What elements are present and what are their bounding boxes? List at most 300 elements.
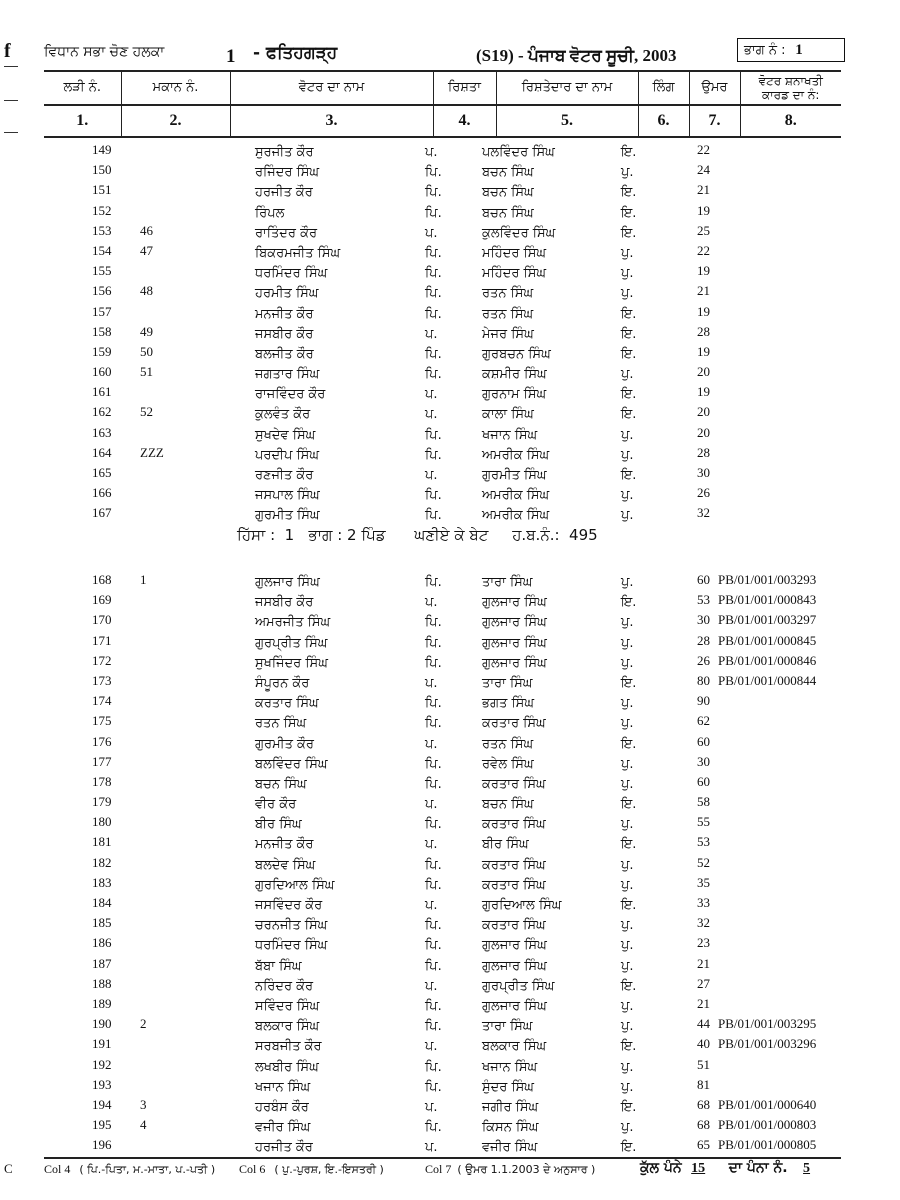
serial-number: 170 (92, 612, 112, 628)
voter-list-part-2 (0, 572, 900, 1160)
voter-row (0, 955, 900, 979)
gender: ਇ. (621, 387, 637, 403)
footer-col6-text: ( ਪੁ.-ਪੁਰਸ਼, ਇ.-ਇਸਤਰੀ ) (274, 1163, 384, 1176)
age: 22 (697, 242, 710, 258)
voter-id-card: PB/01/001/000844 (718, 672, 817, 688)
relation-type: ਪਿ. (425, 696, 442, 712)
house-number: 47 (140, 242, 153, 258)
relative-name: ਬੀਰ ਸਿੰਘ (482, 837, 529, 853)
col-header-relative-name: ਰਿਸ਼ਤੇਦਾਰ ਦਾ ਨਾਮ (496, 71, 638, 105)
gender: ਪੁ. (621, 958, 634, 974)
relative-name: ਮਹਿੰਦਰ ਸਿੰਘ (482, 245, 547, 261)
footer-col4-label: Col 4 (44, 1162, 71, 1176)
age: 24 (697, 162, 710, 178)
serial-number: 189 (92, 995, 112, 1011)
relation-type: ਪਿ. (425, 877, 442, 893)
voter-name: ਰਜਿੰਦਰ ਸਿੰਘ (255, 165, 320, 181)
voter-name: ਸੁਖਜਿੰਦਰ ਸਿੰਘ (255, 655, 328, 671)
col-header-gender: ਲਿੰਗ (638, 71, 689, 105)
voter-name: ਹਰਮੀਤ ਸਿੰਘ (255, 286, 319, 302)
gender: ਇ. (621, 595, 637, 611)
gender: ਪੁ. (621, 286, 634, 302)
serial-number: 165 (92, 465, 112, 480)
voter-row (0, 202, 900, 226)
voter-row (0, 343, 900, 367)
age: 28 (697, 323, 710, 339)
relation-type: ਪ. (425, 387, 438, 403)
serial-number: 155 (92, 263, 112, 279)
gender: ਪੁ. (621, 696, 634, 712)
gender: ਇ. (621, 837, 637, 853)
col-header-age: ਉਮਰ (689, 71, 740, 105)
age: 68 (697, 1117, 710, 1133)
house-number: 3 (140, 1096, 147, 1112)
gender: ਪੁ. (621, 508, 634, 524)
footer-col7-legend (425, 1162, 595, 1177)
gender: ਪੁ. (621, 716, 634, 732)
relative-name: ਗੁਰਪ੍ਰੀਤ ਸਿੰਘ (482, 978, 555, 994)
voter-row (0, 242, 900, 266)
relation-type: ਪ. (425, 898, 438, 913)
total-pages-label: ਕੁੱਲ ਪੰਨੇ (640, 1160, 682, 1176)
voter-row (0, 794, 900, 817)
voter-row (0, 444, 900, 468)
relation-type: ਪ. (425, 837, 438, 853)
relative-name: ਕਰਤਾਰ ਸਿੰਘ (482, 877, 546, 893)
relation-type: ਪ. (425, 978, 438, 994)
relative-name: ਗੁਲਜਾਰ ਸਿੰਘ (482, 635, 547, 651)
gender: ਪੁ. (621, 857, 634, 873)
serial-number: 157 (92, 303, 112, 319)
voter-name: ਮਨਜੀਤ ਕੌਰ (255, 837, 314, 853)
relative-name: ਕਸ਼ਮੀਰ ਸਿੰਘ (482, 367, 547, 383)
relative-name: ਗੁਰਮੀਤ ਸਿੰਘ (482, 468, 547, 483)
voter-row (0, 975, 900, 999)
gender: ਇ. (621, 407, 637, 423)
age: 33 (697, 895, 710, 910)
gender: ਇ. (621, 978, 637, 994)
serial-number: 160 (92, 364, 112, 380)
voter-row (0, 713, 900, 736)
age: 20 (697, 424, 710, 440)
voter-name: ਸਵਿੰਦਰ ਸਿੰਘ (255, 998, 320, 1014)
age: 19 (697, 384, 710, 400)
relation-type: ਪ. (425, 326, 438, 342)
age: 19 (697, 343, 710, 359)
gender: ਪੁ. (621, 998, 634, 1014)
serial-number: 196 (92, 1137, 112, 1153)
relation-type: ਪ. (425, 736, 438, 752)
serial-number: 149 (92, 142, 112, 157)
voter-id-card: PB/01/001/003295 (718, 1016, 817, 1032)
age: 81 (697, 1076, 710, 1092)
col-number: 4. (433, 105, 496, 137)
voter-name: ਜਸਬੀਰ ਕੌਰ (255, 595, 314, 611)
serial-number: 194 (92, 1096, 112, 1112)
age: 80 (697, 672, 710, 688)
relation-type: ਪ. (425, 468, 438, 483)
relative-name: ਬਲਕਾਰ ਸਿੰਘ (482, 1039, 547, 1055)
relative-name: ਤਾਰਾ ਸਿੰਘ (482, 1019, 533, 1035)
serial-number: 182 (92, 854, 112, 870)
serial-number: 179 (92, 794, 112, 810)
voter-name: ਸੰਪੂਰਨ ਕੌਰ (255, 675, 310, 691)
voter-name: ਬਲਜੀਤ ਕੌਰ (255, 346, 314, 362)
footer-col4-legend (44, 1162, 215, 1177)
relative-name: ਜਗੀਰ ਸਿੰਘ (482, 1099, 539, 1115)
voter-name: ਹਰਬੰਸ ਕੌਰ (255, 1099, 309, 1115)
age: 52 (697, 854, 710, 870)
voter-name: ਵੀਰ ਕੌਰ (255, 797, 297, 813)
serial-number: 185 (92, 915, 112, 931)
age: 68 (697, 1096, 710, 1112)
gender: ਇ. (621, 797, 637, 813)
relative-name: ਤਾਰਾ ਸਿੰਘ (482, 575, 533, 590)
relation-type: ਪਿ. (425, 716, 442, 732)
age: 19 (697, 202, 710, 218)
relative-name: ਗੁਲਜਾਰ ਸਿੰਘ (482, 595, 547, 611)
age: 32 (697, 505, 710, 521)
relative-name: ਰਤਨ ਸਿੰਘ (482, 306, 534, 322)
age: 60 (697, 773, 710, 789)
relation-type: ਪਿ. (425, 1120, 442, 1136)
age: 23 (697, 935, 710, 951)
voter-row (0, 1056, 900, 1080)
voter-name: ਹਰਜੀਤ ਕੌਰ (255, 1140, 313, 1156)
serial-number: 187 (92, 955, 112, 971)
serial-number: 174 (92, 693, 112, 709)
relation-type: ਪਿ. (425, 508, 442, 524)
voter-name: ਜਸਪਾਲ ਸਿੰਘ (255, 488, 320, 504)
gender: ਇ. (621, 736, 637, 752)
relative-name: ਅਮਰੀਕ ਸਿੰਘ (482, 508, 550, 524)
gender: ਇ. (621, 185, 637, 201)
voter-name: ਚਰਨਜੀਤ ਸਿੰਘ (255, 918, 328, 934)
voter-row (0, 384, 900, 407)
col-number: 1. (44, 105, 121, 137)
voter-name: ਰਿੰਪਲ (255, 205, 285, 221)
age: 20 (697, 404, 710, 420)
voter-row (0, 162, 900, 185)
gender: ਪੁ. (621, 938, 634, 954)
gender: ਪੁ. (621, 447, 634, 463)
relation-type: ਪਿ. (425, 427, 442, 443)
voter-name: ਰਤਨ ਸਿੰਘ (255, 716, 307, 732)
relative-name: ਕਰਤਾਰ ਸਿੰਘ (482, 817, 546, 833)
voter-id-card: PB/01/001/003293 (718, 572, 817, 587)
footer-col7-label: Col 7 (425, 1162, 452, 1176)
voter-name: ਗੁਰਮੀਤ ਸਿੰਘ (255, 508, 320, 524)
serial-number: 186 (92, 935, 112, 951)
gender: ਇ. (621, 1099, 637, 1115)
page-number-label: ਦਾ ਪੰਨਾ ਨੰ. (728, 1160, 788, 1176)
serial-number: 184 (92, 895, 112, 910)
relative-name: ਮੇਜਰ ਸਿੰਘ (482, 326, 534, 342)
gender: ਇ. (621, 1039, 637, 1055)
serial-number: 175 (92, 713, 112, 729)
gender: ਇ. (621, 306, 637, 322)
voter-name: ਜਗਤਾਰ ਸਿੰਘ (255, 367, 320, 383)
footer-col6-label: Col 6 (239, 1162, 266, 1176)
voter-row (0, 263, 900, 286)
voter-row (0, 303, 900, 327)
relative-name: ਰਤਨ ਸਿੰਘ (482, 286, 534, 302)
relative-name: ਕਾਲਾ ਸਿੰਘ (482, 407, 534, 423)
gender: ਪੁ. (621, 575, 634, 590)
voter-row (0, 424, 900, 448)
gender: ਪੁ. (621, 1059, 634, 1075)
col-number: 7. (689, 105, 740, 137)
voter-row (0, 323, 900, 347)
serial-number: 188 (92, 975, 112, 991)
gender: ਪੁ. (621, 266, 634, 282)
gender: ਪੁ. (621, 635, 634, 651)
col-number: 2. (121, 105, 230, 137)
relation-type: ਪਿ. (425, 857, 442, 873)
age: 25 (697, 222, 710, 238)
footer-col6-legend (239, 1162, 384, 1177)
voter-name: ਅਮਰਜੀਤ ਸਿੰਘ (255, 615, 331, 631)
relative-name: ਤਾਰਾ ਸਿੰਘ (482, 675, 533, 691)
relation-type: ਪ. (425, 1140, 438, 1156)
age: 30 (697, 753, 710, 769)
relative-name: ਭਗਤ ਸਿੰਘ (482, 696, 534, 712)
serial-number: 190 (92, 1016, 112, 1032)
serial-number: 173 (92, 672, 112, 688)
gender: ਪੁ. (621, 245, 634, 261)
constituency-name: - ਫਤਿਹਗੜ੍ਹ (253, 43, 338, 63)
age: 62 (697, 713, 710, 729)
voter-row (0, 753, 900, 777)
voter-name: ਸਰਬਜੀਤ ਕੌਰ (255, 1039, 322, 1055)
house-number: 2 (140, 1016, 147, 1032)
voter-row (0, 1036, 900, 1059)
voter-row (0, 364, 900, 387)
age: 30 (697, 612, 710, 628)
serial-number: 154 (92, 242, 112, 258)
age: 35 (697, 874, 710, 890)
relation-type: ਪ. (425, 407, 438, 423)
serial-number: 192 (92, 1056, 112, 1072)
serial-number: 162 (92, 404, 112, 420)
voter-row (0, 693, 900, 716)
relative-name: ਕਰਤਾਰ ਸਿੰਘ (482, 918, 546, 934)
voter-row (0, 935, 900, 958)
voter-name: ਬਚਨ ਸਿੰਘ (255, 776, 307, 792)
voter-row (0, 814, 900, 837)
house-number: 49 (140, 323, 153, 339)
relation-type: ਪਿ. (425, 286, 442, 302)
edge-artifact-dash (4, 132, 18, 133)
total-pages-value: 15 (691, 1161, 706, 1176)
gender: ਪੁ. (621, 776, 634, 792)
relative-name: ਬਚਨ ਸਿੰਘ (482, 185, 534, 201)
part-number-box (737, 38, 845, 62)
relation-type: ਪ. (425, 797, 438, 813)
serial-number: 172 (92, 652, 112, 668)
voter-row (0, 874, 900, 898)
relation-type: ਪਿ. (425, 655, 442, 671)
voter-name: ਨਰਿੰਦਰ ਕੌਰ (255, 978, 314, 994)
relation-type: ਪਿ. (425, 1079, 442, 1095)
col-number: 6. (638, 105, 689, 137)
house-number: 1 (140, 572, 147, 587)
edge-artifact-letter: C (4, 1161, 13, 1176)
voter-name: ਕਰਤਾਰ ਸਿੰਘ (255, 696, 319, 712)
part-label: ਭਾਗ ਨੰ : (744, 43, 786, 58)
relation-type: ਪਿ. (425, 185, 442, 201)
relative-name: ਪਲਵਿੰਦਰ ਸਿੰਘ (482, 145, 555, 160)
serial-number: 156 (92, 283, 112, 299)
col-number: 3. (230, 105, 433, 137)
age: 21 (697, 995, 710, 1011)
gender: ਪੁ. (621, 488, 634, 504)
voter-id-card: PB/01/001/003296 (718, 1036, 817, 1052)
age: 21 (697, 182, 710, 198)
gender: ਇ. (621, 145, 637, 160)
relative-name: ਬਚਨ ਸਿੰਘ (482, 797, 534, 813)
gender: ਪੁ. (621, 756, 634, 772)
age: 30 (697, 465, 710, 480)
col-header-house: ਮਕਾਨ ਨੰ. (121, 71, 230, 105)
voter-name: ਹਰਜੀਤ ਕੌਰ (255, 185, 313, 201)
relation-type: ਪ. (425, 1039, 438, 1055)
voter-name: ਸੁਰਜੀਤ ਕੌਰ (255, 145, 314, 160)
relation-type: ਪਿ. (425, 165, 442, 181)
gender: ਪੁ. (621, 655, 634, 671)
voter-name: ਸੁਖਦੇਵ ਸਿੰਘ (255, 427, 316, 443)
age: 60 (697, 572, 710, 587)
serial-number: 171 (92, 632, 112, 648)
relation-type: ਪਿ. (425, 1019, 442, 1035)
house-number: ZZZ (140, 444, 164, 460)
voter-id-card: PB/01/001/000843 (718, 592, 817, 608)
relative-name: ਸੁੰਦਰ ਸਿੰਘ (482, 1079, 534, 1095)
relation-type: ਪਿ. (425, 205, 442, 221)
age: 27 (697, 975, 710, 991)
relative-name: ਬਚਨ ਸਿੰਘ (482, 205, 534, 221)
relation-type: ਪਿ. (425, 266, 442, 282)
relation-type: ਪਿ. (425, 615, 442, 631)
serial-number: 168 (92, 572, 112, 587)
age: 21 (697, 955, 710, 971)
voter-id-card: PB/01/001/000845 (718, 632, 817, 648)
gender: ਇ. (621, 898, 637, 913)
age: 21 (697, 283, 710, 299)
voter-name: ਗੁਰਪ੍ਰੀਤ ਸਿੰਘ (255, 635, 328, 651)
relative-name: ਗੁਲਜਾਰ ਸਿੰਘ (482, 938, 547, 954)
relation-type: ਪਿ. (425, 488, 442, 504)
gender: ਪੁ. (621, 1120, 634, 1136)
voter-row (0, 672, 900, 696)
voter-name: ਪਰਦੀਪ ਸਿੰਘ (255, 447, 319, 463)
constituency-label: ਵਿਧਾਨ ਸਭਾ ਚੋਣ ਹਲਕਾ (44, 44, 165, 60)
voter-name: ਬਲਦੇਵ ਸਿੰਘ (255, 857, 316, 873)
age: 51 (697, 1056, 710, 1072)
voter-name: ਜਸਵਿੰਦਰ ਕੌਰ (255, 898, 323, 913)
gender: ਇ. (621, 225, 637, 241)
edge-artifact-dash (4, 66, 18, 67)
voter-list-part-1 (0, 142, 900, 529)
voter-row (0, 485, 900, 508)
relation-type: ਪਿ. (425, 1059, 442, 1075)
relative-name: ਅਮਰੀਕ ਸਿੰਘ (482, 447, 550, 463)
voter-id-card: PB/01/001/000803 (718, 1117, 817, 1133)
voter-name: ਬਲਵਿੰਦਰ ਸਿੰਘ (255, 756, 328, 772)
relative-name: ਬਚਨ ਸਿੰਘ (482, 165, 534, 181)
part-number: 1 (795, 42, 803, 58)
edge-artifact-dash (4, 100, 18, 101)
relation-type: ਪਿ. (425, 367, 442, 383)
col-header-serial: ਲੜੀ ਨੰ. (44, 71, 121, 105)
serial-number: 195 (92, 1117, 112, 1133)
serial-number: 161 (92, 384, 112, 400)
voter-row (0, 895, 900, 918)
voter-name: ਰਾਜਵਿੰਦਰ ਕੌਰ (255, 387, 326, 403)
serial-number: 181 (92, 834, 112, 850)
gender: ਪੁ. (621, 427, 634, 443)
age: 22 (697, 142, 710, 157)
voter-row (0, 834, 900, 857)
gender: ਪੁ. (621, 615, 634, 631)
relation-type: ਪਿ. (425, 306, 442, 322)
age: 26 (697, 652, 710, 668)
voter-id-card: PB/01/001/000846 (718, 652, 817, 668)
gender: ਇ. (621, 675, 637, 691)
relation-type: ਪ. (425, 595, 438, 611)
voter-name: ਕੁਲਵੰਤ ਕੌਰ (255, 407, 311, 423)
voter-name: ਰਣਜੀਤ ਕੌਰ (255, 468, 314, 483)
col-header-id-card: ਵੋਟਰ ਸ਼ਨਾਖਤੀ ਕਾਰਡ ਦਾ ਨੰ: (740, 71, 841, 105)
gender: ਪੁ. (621, 1079, 634, 1095)
footer-col4-text: ( ਪਿ.-ਪਿਤਾ, ਮ.-ਮਾਤਾ, ਪ.-ਪਤੀ ) (79, 1163, 216, 1176)
col-header-voter-name: ਵੋਟਰ ਦਾ ਨਾਮ (230, 71, 433, 105)
column-header-table (44, 70, 841, 138)
serial-number: 153 (92, 222, 112, 238)
voter-row (0, 182, 900, 205)
voter-name: ਲਖਬੀਰ ਸਿੰਘ (255, 1059, 319, 1075)
relative-name: ਕਿਸਨ ਸਿੰਘ (482, 1120, 539, 1136)
footer-page-info (640, 1160, 816, 1177)
voter-row (0, 404, 900, 427)
voter-row (0, 915, 900, 938)
voter-name: ਰਾਤਿੰਦਰ ਕੌਰ (255, 225, 318, 241)
age: 55 (697, 814, 710, 830)
voter-row (0, 733, 900, 757)
relative-name: ਗੁਲਜਾਰ ਸਿੰਘ (482, 655, 547, 671)
serial-number: 183 (92, 874, 112, 890)
gender: ਪੁ. (621, 165, 634, 181)
age: 44 (697, 1016, 710, 1032)
age: 28 (697, 632, 710, 648)
age: 26 (697, 485, 710, 501)
gender: ਇ. (621, 326, 637, 342)
gender: ਇ. (621, 346, 637, 362)
age: 90 (697, 693, 710, 709)
gender: ਪੁ. (621, 918, 634, 934)
voter-name: ਜਸਬੀਰ ਕੌਰ (255, 326, 314, 342)
age: 32 (697, 915, 710, 931)
serial-number: 167 (92, 505, 112, 521)
relation-type: ਪਿ. (425, 817, 442, 833)
relation-type: ਪ. (425, 225, 438, 241)
voter-name: ਧਰਮਿੰਦਰ ਸਿੰਘ (255, 938, 328, 954)
serial-number: 150 (92, 162, 112, 178)
voter-row (0, 854, 900, 878)
list-title: (S19) - ਪੰਜਾਬ ਵੋਟਰ ਸੂਚੀ, 2003 (476, 46, 677, 65)
age: 20 (697, 364, 710, 380)
relative-name: ਕਰਤਾਰ ਸਿੰਘ (482, 857, 546, 873)
